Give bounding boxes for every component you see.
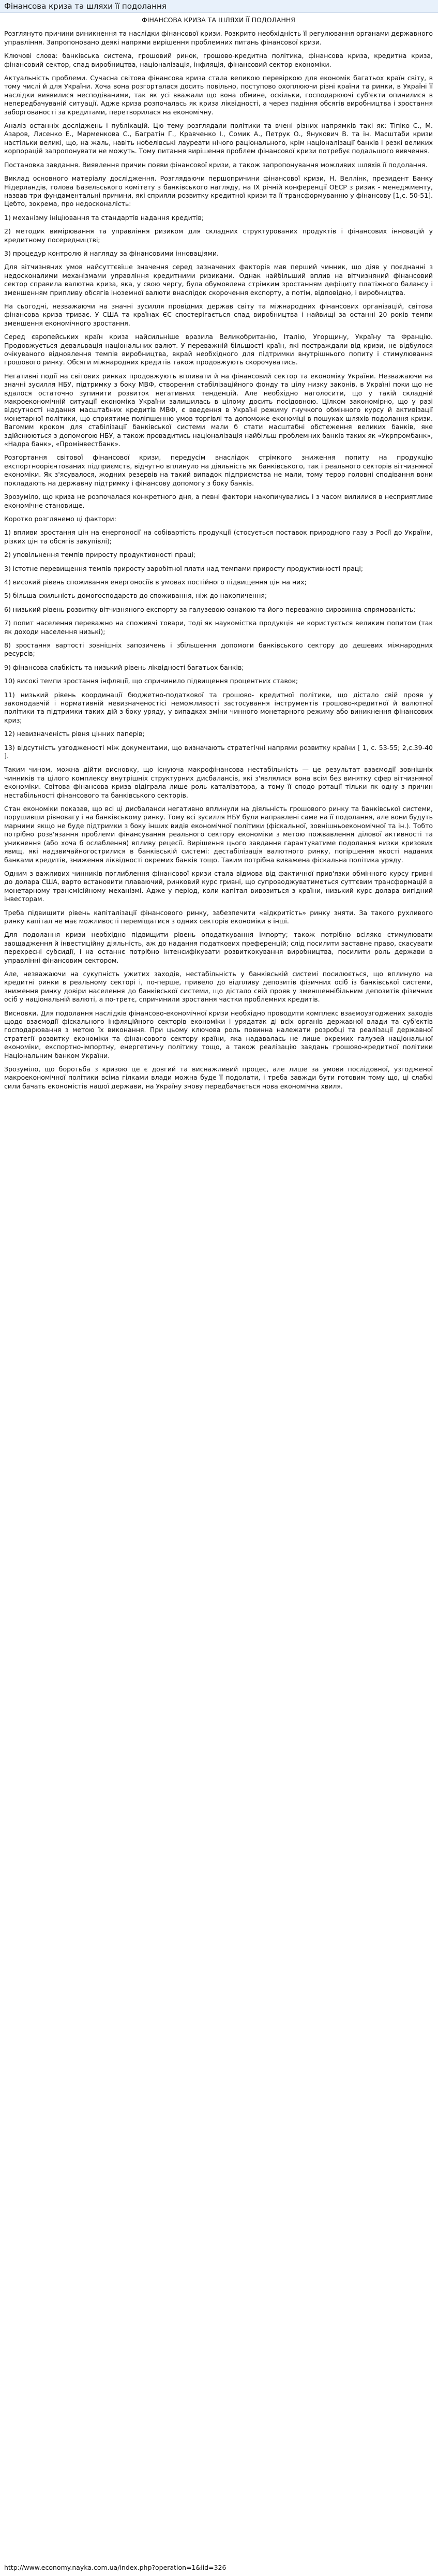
paragraph: Одним з важливих чинників поглиблення фінансової кризи стала відмова від фактичної прив'язки обмінного курсу гривні до долара США, варто встановити плаваючий, ринковий курс гривні, що супроводжуватиметься суттєвим трансформацій в монетарному трансмісійному механізмі. Адже у період, коли капітал вивозиться з країни, низький курс долара вигідний інвесторам. — [4, 869, 433, 903]
paragraph: Серед європейських країн криза найсильніше вразила Великобританію, Італію, Угорщину, Україну та Францію. Продовжується девальвація національних валют. У переважній більшості країн, які постраждали від кризи, не відбулося очікуваного відновлення темпів виробництва, вкрай необхідного для підтримки внутрішнього попиту і стимулювання грошового ринку. Обсяги міжнародних кредитів також продовжують скорочуватись. — [4, 333, 433, 366]
paragraph: 3) істотне перевищення темпів приросту заробітної плати над темпами приросту продуктивності праці; — [4, 564, 364, 572]
paragraph: 1) механізму ініціювання та стандартів надання кредитів; — [4, 213, 204, 222]
paragraph: 6) низький рівень розвитку вітчизняного експорту за галузевою ознакою та його переважно сировинна спрямованість; — [4, 605, 416, 613]
paragraph: 9) фінансова слабкість та низький рівень ліквідності багатьох банків; — [4, 663, 244, 671]
paragraph: Висновки. Для подолання наслідків фінансово-економічної кризи необхідно проводити комплекс взаємоузгоджених заходів щодо взаємодії фіскального інфляційного секторів економіки і урядатак ді всіх органів державної влади та суб'єктів господарювання з метою їх виконання. При цьому ключова роль повинна належати розробці та реалізації державної стратегії розвитку економіки та фінансового сектору країни, яка надавалась не лише окремих галузей національної економіки, експортно-імпортну, енергетичну політику тощо, а також реалізацію завдань грошово-кредитної політики Національним банком України. — [4, 1009, 433, 1059]
paragraph: Актуальність проблеми. Сучасна світова фінансова криза стала великою перевіркою для економік багатьох країн світу, в тому числі й для України. Хоча вона розгорталася досить повільно, поступово охоплюючи різні країни та ринки, в Україні її наслідки виявилися несподіваними, так як усі вважали що вона обмине, оскільки, господарюючі суб'єкти опинилися в непередбачуваній ситуації. Адже криза розпочалась як криза ліквідності, а через падіння обсягів виробництва і зростання заборгованості за кредитами, перетворилася на економічну. — [4, 74, 433, 116]
paragraph: 12) невизначеність рівня цінних паперів; — [4, 730, 145, 738]
paragraph: Коротко розглянемо ці фактори: — [4, 514, 116, 523]
paragraph: 3) процедур контролю й нагляду за фінансовими інноваціями. — [4, 249, 219, 257]
paragraph: Для подолання кризи необхідно підвищити рівень оподаткування імпорту; також потрібно всіляко стимулювати заощадження й інвестиційну діяльність, аж до надання податкових преференцій; слід посилити заставне право, скасувати перехресні субсидії, і на останнє потрібно інтенсифікувати розвиткокування виробництва, посилити роль держави в управлінні фінансовим сектором. — [4, 931, 433, 964]
paragraph: Ключові слова: банківська система, грошовий ринок, грошово-кредитна політика, фінансова криза, кредитна криза, фінансовий сектор, спад виробництва, націоналізація, інфляція, фінансовий сектор економіки. — [4, 52, 433, 68]
paragraph: Виклад основного матеріалу дослідження. Розглядаючи першопричини фінансової кризи, Н. Веллінк, президент Банку Нідерландів, голова Базельського комітету з банківського нагляду, на IX річній конференції ОЕСР з ризик - менеджменту, назвав три фундаментальні причини, які сприяли розвитку кредитної кризи та її трансформуванню у фінансову [1,с. 50-51]. Цебто, зокрема, про недосконалість: — [4, 174, 433, 208]
paragraph: 11) низький рівень координації бюджетно-податкової та грошово- кредитної політики, що дістало свій прояв у законодавчій і нормативній невизначеностісі неможливості застосування інструментів грошово-кредитної й валютної політики та підтримки таких дій з боку уряду, у випадках зміни чинного монетарного режиму або виникнення фінансових криз; — [4, 690, 433, 724]
document-title-bar — [0, 0, 438, 13]
source-url[interactable]: http://www.economy.nayka.com.ua/index.php?operation=1&iid=326 — [4, 2563, 226, 2571]
paragraph: 8) зростання вартості зовнішніх запозичень і збільшення допомоги банківського сектору до дешевих міжнародних ресурсів; — [4, 641, 433, 658]
document-title: Фінансова криза та шляхи її подолання — [4, 1, 167, 11]
article-body — [0, 13, 438, 1091]
paragraph: 2) методик вимірювання та управління ризиком для складних структурованих продуктів і фінансових інновацій у кредитному посередництві; — [4, 227, 433, 244]
paragraph: 13) відсутність узгодженості між документами, що визначають стратегічні напрями розвитку країни [ 1, с. 53-55; 2,с.39-40 ]. — [4, 743, 433, 760]
paragraph: Розгортання світової фінансової кризи, передусім внаслідок стрімкого зниження попиту на продукцію експортноорієнтованих підприємств, відчутно вплинуло на діяльність як банківського, так і реального секторів вітчизняної економіки. Як з'ясувалося, жодних резервів на такий випадок підприємства не мали, тому терор головні сподівання вони покладають на державну підтримку і фінансову допомогу з боку банків. — [4, 453, 433, 487]
paragraph-list — [4, 30, 433, 1091]
paragraph: 4) високий рівень споживання енергоносіїв в умовах постійного підвищення цін на них; — [4, 578, 307, 586]
paragraph: Розглянуто причини виникнення та наслідки фінансової кризи. Розкрито необхідність її регулювання органами державного управління. Запропоновано деякі напрями вирішення проблемних питань фінансової кризи. — [4, 30, 433, 46]
paragraph: Таким чином, можна дійти висновку, що існуюча макрофінансова нестабільність — це результат взаємодії зовнішніх чинників та цілого комплексу внутрішніх структурних дисбалансів, які з'являлися вона всім без винятку сфер вітчизняної економіки. Світова фінансова криза відіграла лише роль каталізатора, а тому її сподо ротації тільки як одну з причин нестабільності фінансового та банківського секторів. — [4, 766, 433, 799]
paragraph: Стан економіки показав, що всі ці дисбаланси негативно вплинули на діяльність грошового ринку та банківської системи, порушивши рівновагу і на банківському ринку. Тому всі зусилля НБУ були направлені саме на її подолання, але вони будуть марними якщо не буде підтримки з боку інших видів економічної політики (фіскальної, зовнішньоекономічної та ін.). Тобто потрібно розв'язання проблеми фінансування реального сектору економіки з метою пожвавлення ділової активності та уникнення (або хоча б ослаблення) впливу рецесії. Вирішення цього завдання гарантуватиме подолання низки кризових явищ, які надзвичайногострилися в банківській системі: дестабілізація валютного ринку, погіршення якості наданих банками кредитів, зниження ліквідності окремих банків тощо. Таким потрібна виважена фіскальна політика уряду. — [4, 805, 433, 864]
paragraph: Треба підвищити рівень капіталізації фінансового ринку, забезпечити «відкритість» ринку зняти. За такого рухливого ринку капітал не має можливості переміщатися з одних секторів економіки в інші. — [4, 908, 433, 925]
paragraph: Для вітчизняних умов найсуттєвіше значення серед зазначених факторів мав перший чинник, що діяв у поєднанні з недосконалими механізмами управління кредитними ризиками. Однак найбільший вплив на вітчизняний фінансовий сектор справила валютна криза, яка, у свою чергу, була обумовлена стрімким зростанням дефіциту платіжного балансу і зменшенням припливу обсягів іноземної валюти внаслідок скорочення експорту, а потім, відповідно, і виробництва. — [4, 263, 433, 297]
paragraph: Зрозуміло, що криза не розпочалася конкретного дня, а певні фактори накопичувались і з часом вилилися в несприятливе економічне становище. — [4, 493, 433, 509]
paragraph: 5) більша схильність домогосподарств до споживання, ніж до накопичення; — [4, 592, 267, 600]
paragraph: Зрозуміло, що боротьба з кризою це є довгий та виснажливий процес, але лише за умови послідовної, узгодженої макроекономічної політики всіма гілками влади можна буде її подолати, і треба завжди бути готовим тому що, ці слабкі сили бачать економістів нашої держави, на Україну знову передбачається нова економічна хвиля. — [4, 1065, 433, 1090]
paragraph: Постановка завдання. Виявлення причин появи фінансової кризи, а також запропонування можливих шляхів її подолання. — [4, 160, 428, 169]
paragraph: Аналіз останніх досліджень і публікацій. Цю тему розглядали політики та вчені різних напрямків такі як: Тіпіко С., М. Азаров, Лисенко Е., Марменкова С., Багратін Г., Кравченко І., Сомик А., Петрук О., Янукович В. та ін. Масштаби кризи настільки великі, що, на жаль, навіть нобелівські лауреати нічого раціонального, крім націоналізації банків і резкі великих корпорацій запропонувати не можуть. Тому питання вирішення проблем фінансової кризи потребує подальшого вивчення. — [4, 122, 433, 155]
paragraph: 7) попит населення переважно на споживчі товари, тоді як наукомістка продукція не користується великим попитом (так як доходи населення низькі); — [4, 619, 433, 636]
paragraph: Але, незважаючи на сукупність ужитих заходів, нестабільність у банківській системі посилюється, що вплинуло на кредитні ринки в реальному секторі і, по-перше, привело до відпливу депозитів фізичних осіб із банківської системи, зниження ринку довіри населення до банківської системи, що дістало свій прояв у зменшеннібільним депозитів фізичних осіб у національній валюті, а по-третє, спричинили зростання частки проблемних кредитів. — [4, 969, 433, 1004]
paragraph: На сьогодні, незважаючи на значні зусилля провідних держав світу та міжнародних фінансових організацій, світова фінансова криза триває. У США та країнах ЄС спостерігається спад виробництва і найвищі за останні 20 років темпи зменшення економічного зростання. — [4, 302, 433, 327]
paragraph: 1) впливи зростання цін на енергоносії на собівартість продукції (стосується поставок природного газу з Росії до України, різких цін та обсягів закупівлі); — [4, 528, 433, 545]
paragraph: 2) уповільнення темпів приросту продуктивності праці; — [4, 551, 196, 559]
article-subtitle: ФІНАНСОВА КРИЗА ТА ШЛЯХИ ЇЇ ПОДОЛАННЯ — [142, 16, 295, 24]
paragraph: 10) високі темпи зростання інфляції, що спричинило підвищення процентних ставок; — [4, 677, 298, 685]
paragraph: Негативні події на світових ринках продовжують впливати й на фінансовий сектор та економіку України. Незважаючи на значні зусилля НБУ, підтримку з боку МВФ, створення стабілізаційного фонду та цілу низку законів, в Україні поки що не вдалося остаточно зупинити розвиток негативних тенденцій. Але необхідно наголосити, що у такій складній макроекономічній ситуації економіка України залишилась в цілому досить посідовною. Цілком закономірно, що у разі відсутності надання масштабних кредитів МВФ, є введення в Україні режиму гнучкого обмінного курсу й активізації монетарної політики, що сприятиме поліпшенню умов торгівлі та допоможе економіці в пошуках шляхів подолання кризи. Вагомим кроком для стабілізації банківської системи мали б стати масштабні обстеження великих банків, яке здійснюються з допомогою НБУ, а також провадитись націоналізація найбільш проблемних банків таких як «Укрпромбанк», «Надра банк», «Промінвестбанк». — [4, 372, 433, 448]
